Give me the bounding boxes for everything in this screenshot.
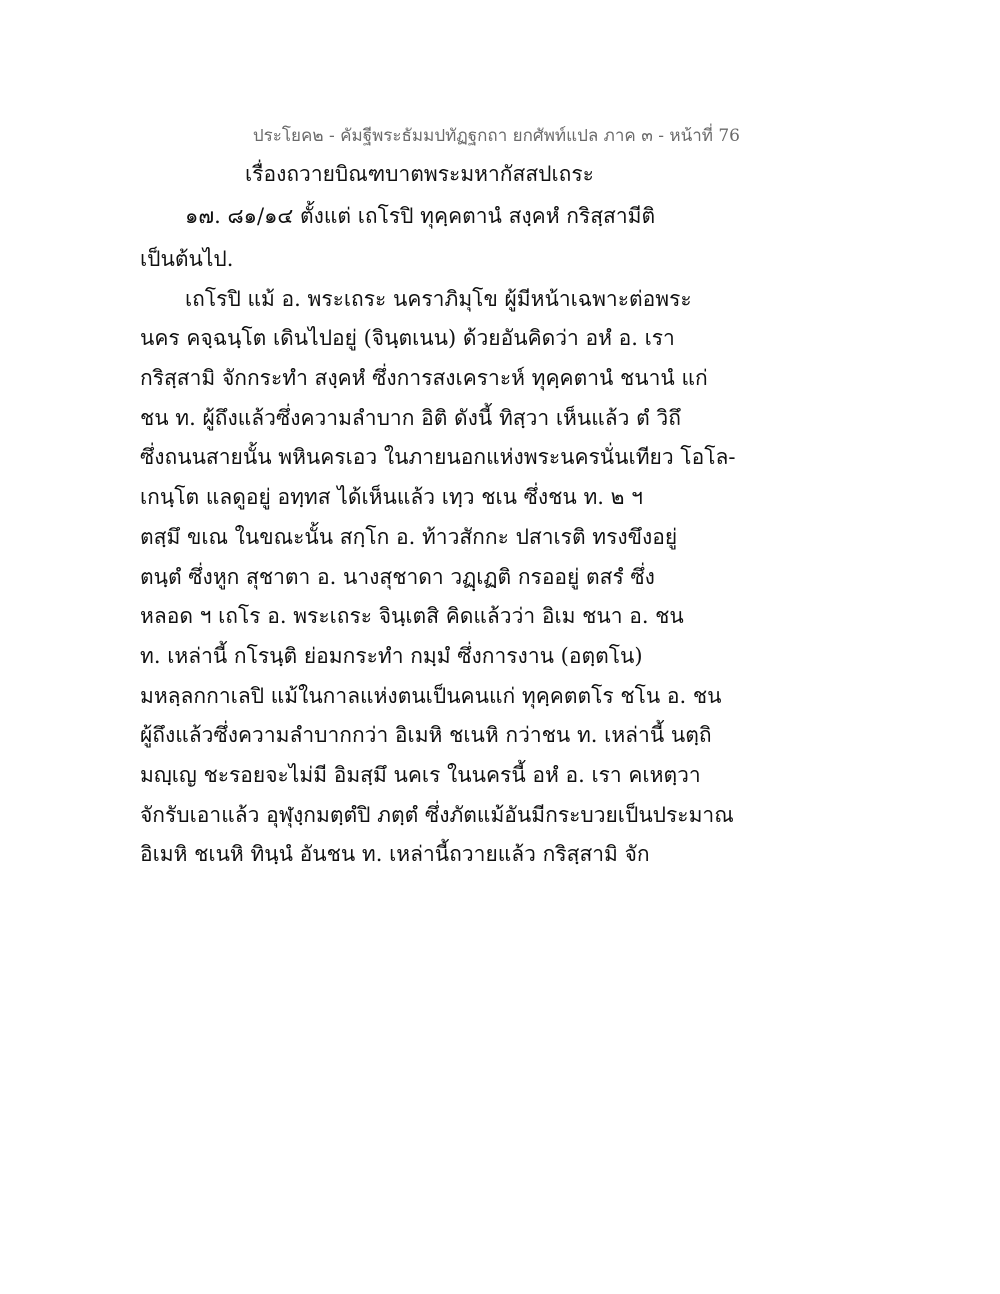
- text-line: ตสฺมึ ขเณ ในขณะนั้น สกฺโก อ. ท้าวสักกะ ปสาเรติ ทรงขึงอยู่: [140, 524, 678, 549]
- story-title: เรื่องถวายบิณฑบาตพระมหากัสสปเถระ: [245, 162, 594, 186]
- text-line: ผู้ถึงแล้วซึ่งความลำบากกว่า อิเมหิ ชเนหิ กว่าชน ท. เหล่านี้ นตฺถิ: [140, 723, 712, 748]
- text-line: ชน ท. ผู้ถึงแล้วซึ่งความลำบาก อิติ ดังนี้ ทิสฺวา เห็นแล้ว ตํ วิถึ: [140, 405, 681, 430]
- text-line: นคร คจฺฉนฺโต เดินไปอยู่ (จินฺตเนน) ด้วยอันคิดว่า อหํ อ. เรา: [140, 326, 675, 351]
- text-line: ซึ่งถนนสายนั้น พหินครเอว ในภายนอกแห่งพระนครนั่นเทียว โอโล-: [140, 445, 736, 470]
- body-text: [140, 240, 736, 875]
- text-line: กริสฺสามิ จักกระทำ สงฺคหํ ซึ่งการสงเคราะห์ ทุคฺคตานํ ชนานํ แก่: [140, 366, 708, 391]
- text-line: จักรับเอาแล้ว อุฬุงฺกมตฺตํปิ ภตฺตํ ซึ่งภัตแม้อันมีกระบวยเป็นประมาณ: [140, 802, 734, 827]
- text-line: ตนฺตํ ซึ่งหูก สุชาตา อ. นางสุชาดา วฏฺเฏติ กรออยู่ ตสรํ ซึ่ง: [140, 564, 655, 589]
- text-line: เป็นต้นไป.: [140, 247, 234, 271]
- text-line: หลอด ฯ เถโร อ. พระเถระ จินฺเตสิ คิดแล้วว่า อิเม ชนา อ. ชน: [140, 604, 684, 629]
- text-line: เถโรปิ แม้ อ. พระเถระ นคราภิมุโข ผู้มีหน้าเฉพาะต่อพระ: [185, 286, 692, 311]
- text-line: ท. เหล่านี้ กโรนฺติ ย่อมกระทำ กมฺมํ ซึ่งการงาน (อตฺตโน): [140, 643, 643, 668]
- reference-line: ๑๗. ๘๑/๑๔ ตั้งแต่ เถโรปิ ทุคฺคตานํ สงฺคหํ กริสฺสามีติ: [185, 204, 656, 228]
- text-line: มหลฺลกกาเลปิ แม้ในกาลแห่งตนเป็นคนแก่ ทุคฺคตตโร ชโน อ. ชน: [140, 683, 722, 708]
- text-line: เกนฺโต แลดูอยู่ อทฺทส ได้เห็นแล้ว เทฺว ชเน ซึ่งชน ท. ๒ ฯ: [140, 485, 643, 510]
- text-line: มญฺเญ ชะรอยจะไม่มี อิมสฺมึ นคเร ในนครนี้ อหํ อ. เรา คเหตฺวา: [140, 762, 701, 787]
- text-line: อิเมหิ ชเนหิ ทินฺนํ อันชน ท. เหล่านี้ถวายแล้ว กริสฺสามิ จัก: [140, 842, 650, 867]
- running-header: ประโยค๒ - คัมฐีพระธัมมปทัฏฐกถา ยกศัพท์แปล ภาค ๓ - หน้าที่ 76: [252, 126, 740, 146]
